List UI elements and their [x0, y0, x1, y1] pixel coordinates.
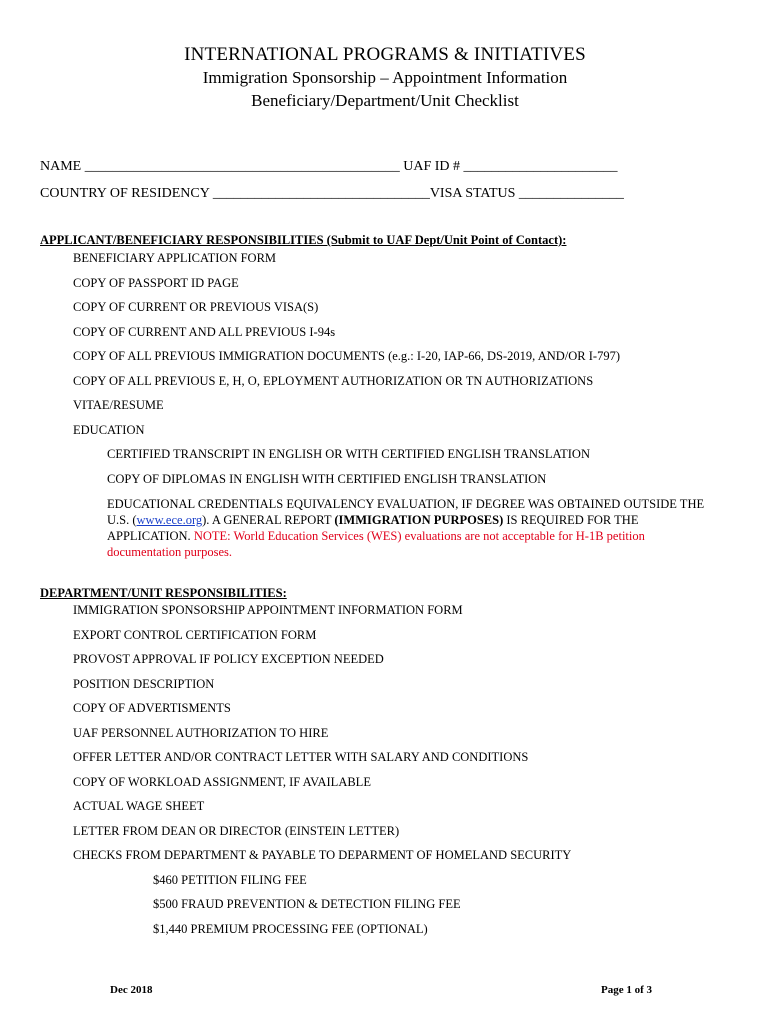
list-item: IMMIGRATION SPONSORSHIP APPOINTMENT INFORMATION FORM: [73, 603, 463, 617]
fee-item: $1,440 PREMIUM PROCESSING FEE (OPTIONAL): [153, 922, 428, 936]
department-section-title: DEPARTMENT/UNIT RESPONSIBILITIES:: [40, 586, 287, 600]
page-subtitle: Immigration Sponsorship – Appointment Information: [202, 68, 568, 87]
list-item: COPY OF ADVERTISMENTS: [73, 701, 231, 715]
page-title: INTERNATIONAL PROGRAMS & INITIATIVES: [184, 44, 586, 65]
list-item: EDUCATION: [73, 423, 145, 437]
list-item: COPY OF CURRENT AND ALL PREVIOUS I-94s: [73, 325, 336, 339]
checklist-title: Beneficiary/Department/Unit Checklist: [251, 91, 519, 110]
footer-date: Dec 2018: [110, 984, 153, 996]
applicant-section-title: APPLICANT/BENEFICIARY RESPONSIBILITIES (Submit to UAF Dept/Unit Point of Contact):: [40, 233, 567, 247]
list-item: CHECKS FROM DEPARTMENT & PAYABLE TO DEPARMENT OF HOMELAND SECURITY: [73, 848, 572, 862]
list-item: ACTUAL WAGE SHEET: [73, 799, 205, 813]
list-item: EXPORT CONTROL CERTIFICATION FORM: [73, 628, 317, 642]
country-visa-line: COUNTRY OF RESIDENCY _______________________________VISA STATUS _______________: [40, 186, 624, 201]
fee-item: $500 FRAUD PREVENTION & DETECTION FILING FEE: [153, 897, 461, 911]
list-item: BENEFICIARY APPLICATION FORM: [73, 251, 277, 265]
list-item: COPY OF ALL PREVIOUS IMMIGRATION DOCUMENTS (e.g.: I-20, IAP-66, DS-2019, AND/OR I-797): [73, 349, 620, 363]
education-item: CERTIFIED TRANSCRIPT IN ENGLISH OR WITH CERTIFIED ENGLISH TRANSLATION: [107, 447, 590, 461]
name-uaf-id-line: NAME _____________________________________________ UAF ID # ______________________: [40, 159, 618, 174]
education-item: COPY OF DIPLOMAS IN ENGLISH WITH CERTIFIED ENGLISH TRANSLATION: [107, 472, 547, 486]
list-item: OFFER LETTER AND/OR CONTRACT LETTER WITH SALARY AND CONDITIONS: [73, 750, 529, 764]
ece-link[interactable]: www.ece.org: [136, 513, 203, 527]
list-item: COPY OF PASSPORT ID PAGE: [73, 276, 239, 290]
list-item: POSITION DESCRIPTION: [73, 677, 215, 691]
list-item: UAF PERSONNEL AUTHORIZATION TO HIRE: [73, 726, 329, 740]
list-item: PROVOST APPROVAL IF POLICY EXCEPTION NEEDED: [73, 652, 384, 666]
equivalency-paragraph: EDUCATIONAL CREDENTIALS EQUIVALENCY EVALUATION, IF DEGREE WAS OBTAINED OUTSIDE THE U.S. (www.ece.org). A GENERAL REPORT (IMMIGRATION PURPOSES) IS REQUIRED FOR THE APPLICATION. NOTE: World Education Services (WES) evaluations are not acceptable for H-1B petition documentation purposes.: [107, 497, 705, 559]
list-item: VITAE/RESUME: [73, 398, 164, 412]
list-item: COPY OF CURRENT OR PREVIOUS VISA(S): [73, 300, 319, 314]
list-item: COPY OF ALL PREVIOUS E, H, O, EPLOYMENT AUTHORIZATION OR TN AUTHORIZATIONS: [73, 374, 594, 388]
list-item: COPY OF WORKLOAD ASSIGNMENT, IF AVAILABLE: [73, 775, 371, 789]
list-item: LETTER FROM DEAN OR DIRECTOR (EINSTEIN LETTER): [73, 824, 400, 838]
fee-item: $460 PETITION FILING FEE: [153, 873, 307, 887]
wes-note: NOTE: World Education Services (WES) evaluations are not acceptable for H-1B petition documentation purposes.: [107, 529, 645, 559]
footer-page-number: Page 1 of 3: [601, 984, 653, 996]
